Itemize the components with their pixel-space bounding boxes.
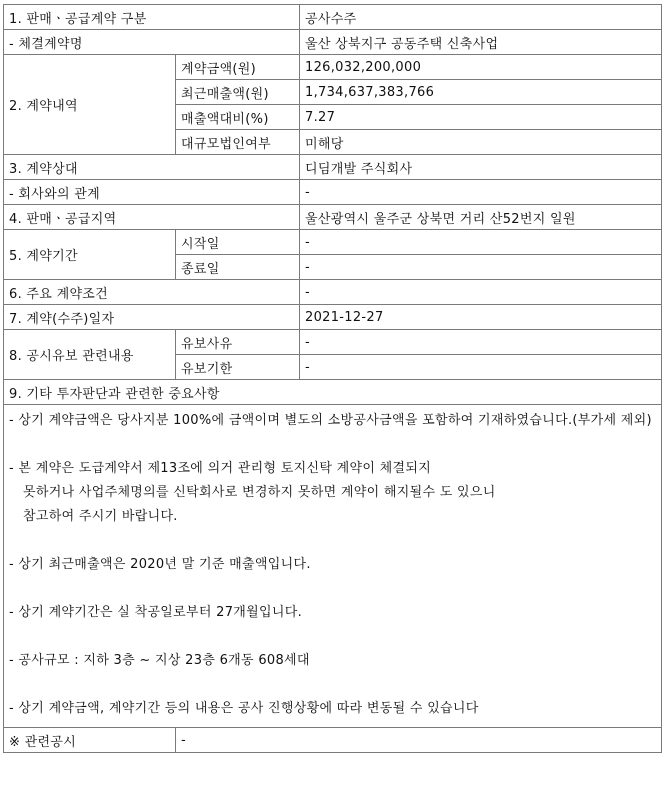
contract-disclosure-table [3, 4, 662, 753]
value-contract-amount: 126,032,200,000 [300, 55, 662, 80]
note-amount: - 상기 계약금액은 당사지분 100%에 금액이며 별도의 소방공사금액을 포함하여 기재하였습니다.(부가세 제외) [9, 413, 652, 428]
label-counterparty: 3. 계약상대 [4, 155, 300, 180]
row-start-date [4, 230, 662, 255]
label-contract-name: - 체결계약명 [4, 30, 300, 55]
row-other-matters [4, 380, 662, 405]
row-contract-date [4, 305, 662, 330]
note-contract-period: - 상기 계약기간은 실 착공일로부터 27개월입니다. [9, 605, 303, 620]
label-other-matters: 9. 기타 투자판단과 관련한 중요사항 [4, 380, 662, 405]
value-related-disclosure: - [176, 728, 662, 753]
value-large-corp: 미해당 [300, 130, 662, 155]
label-contract-amount: 계약금액(원) [176, 55, 300, 80]
value-counterparty: 디딤개발 주식회사 [300, 155, 662, 180]
note-subject-to-change: - 상기 계약금액, 계약기간 등의 내용은 공사 진행상황에 따라 변동될 수 있습니다 [9, 701, 479, 716]
note-recent-sales: - 상기 최근매출액은 2020년 말 기준 매출액입니다. [9, 557, 311, 572]
row-related-disclosure [4, 728, 662, 753]
note-trust-condition-3: 참고하여 주시기 바랍니다. [23, 509, 178, 524]
row-counterparty [4, 155, 662, 180]
value-main-conditions: - [300, 280, 662, 305]
label-reserve-deadline: 유보기한 [176, 355, 300, 380]
note-trust-condition-2: 못하거나 사업주체명의를 신탁회사로 변경하지 못하면 계약이 해지될수 도 있으니 [23, 485, 496, 500]
label-reserve-reason: 유보사유 [176, 330, 300, 355]
note-trust-condition-1: - 본 계약은 도급계약서 제13조에 의거 관리형 토지신탁 계약이 체결되지 [9, 461, 432, 476]
value-sales-ratio: 7.27 [300, 105, 662, 130]
notes-cell [4, 405, 662, 728]
value-reserve-reason: - [300, 330, 662, 355]
note-construction-scale: - 공사규모 : 지하 3층 ~ 지상 23층 6개동 608세대 [9, 653, 310, 668]
value-supply-region: 울산광역시 울주군 상북면 거리 산52번지 일원 [300, 205, 662, 230]
row-contract-type [4, 5, 662, 30]
row-contract-name [4, 30, 662, 55]
value-contract-date: 2021-12-27 [300, 305, 662, 330]
row-supply-region [4, 205, 662, 230]
label-end-date: 종료일 [176, 255, 300, 280]
value-end-date: - [300, 255, 662, 280]
label-contract-details: 2. 계약내역 [4, 55, 176, 155]
label-recent-sales: 최근매출액(원) [176, 80, 300, 105]
label-disclosure-reserve: 8. 공시유보 관련내용 [4, 330, 176, 380]
label-contract-type: 1. 판매ㆍ공급계약 구분 [4, 5, 300, 30]
value-reserve-deadline: - [300, 355, 662, 380]
row-notes [4, 405, 662, 728]
row-contract-amount [4, 55, 662, 80]
label-contract-period: 5. 계약기간 [4, 230, 176, 280]
value-recent-sales: 1,734,637,383,766 [300, 80, 662, 105]
label-sales-ratio: 매출액대비(%) [176, 105, 300, 130]
label-related-disclosure: ※ 관련공시 [4, 728, 176, 753]
value-relationship: - [300, 180, 662, 205]
value-contract-type: 공사수주 [300, 5, 662, 30]
label-relationship: - 회사와의 관계 [4, 180, 300, 205]
label-start-date: 시작일 [176, 230, 300, 255]
row-relationship [4, 180, 662, 205]
row-reserve-reason [4, 330, 662, 355]
label-main-conditions: 6. 주요 계약조건 [4, 280, 300, 305]
value-contract-name: 울산 상북지구 공동주택 신축사업 [300, 30, 662, 55]
label-contract-date: 7. 계약(수주)일자 [4, 305, 300, 330]
label-large-corp: 대규모법인여부 [176, 130, 300, 155]
value-start-date: - [300, 230, 662, 255]
row-main-conditions [4, 280, 662, 305]
label-supply-region: 4. 판매ㆍ공급지역 [4, 205, 300, 230]
